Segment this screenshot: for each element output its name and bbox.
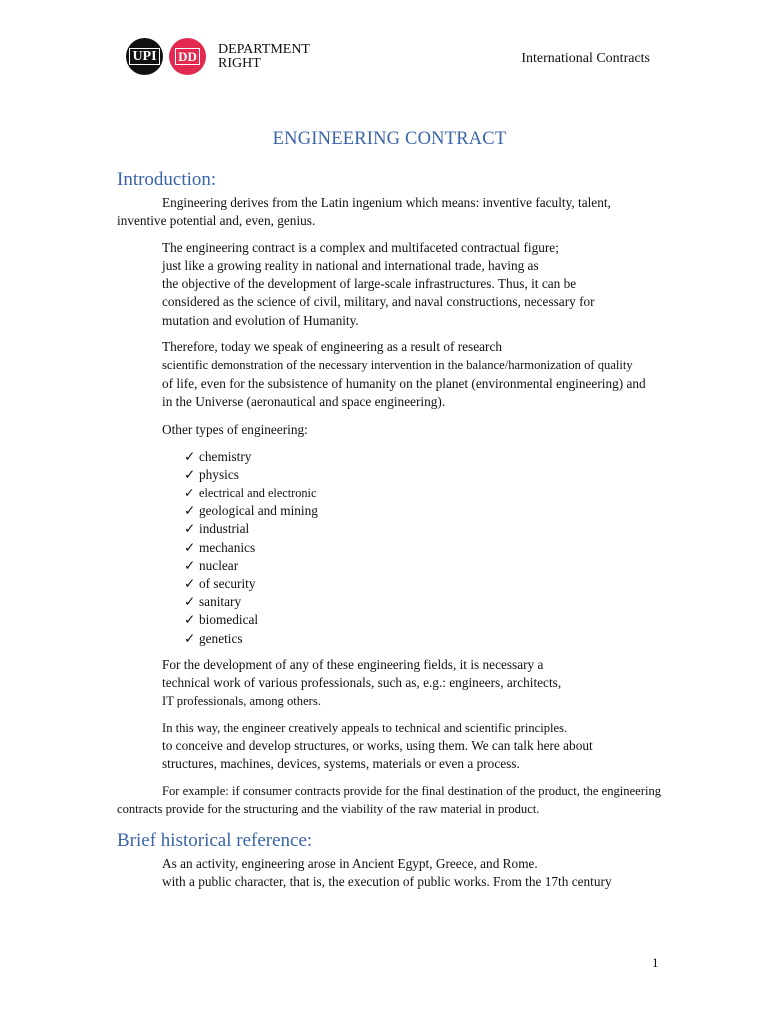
- list-item: ✓ sanitary: [184, 593, 662, 611]
- list-item: ✓ electrical and electronic: [184, 484, 662, 502]
- department-label: [218, 43, 310, 71]
- text-line: of life, even for the subsistence of humanity on the planet (environmental engineering) and: [162, 375, 646, 391]
- text-line: As an activity, engineering arose in Ancient Egypt, Greece, and Rome.: [162, 856, 538, 872]
- department-line1: DEPARTMENT: [218, 42, 310, 57]
- intro-paragraph-1: Engineering derives from the Latin ingenium which means: inventive faculty, talent, inventive potential and, even, genius.: [117, 195, 611, 229]
- text-line: the objective of the development of large-scale infrastructures. Thus, it can be: [162, 276, 577, 292]
- upi-logo: [126, 38, 163, 75]
- document-body: [117, 128, 662, 900]
- text-line: with a public character, that is, the execution of public works. From the 17th century: [162, 874, 612, 890]
- upi-logo-text: UPI: [129, 48, 159, 65]
- text-line: IT professionals, among others.: [162, 694, 321, 709]
- text-line: in the Universe (aeronautical and space engineering).: [162, 393, 446, 409]
- text-line: to conceive and develop structures, or works, using them. We can talk here about: [162, 737, 593, 753]
- page-number: 1: [652, 955, 659, 970]
- text-line: mutation and evolution of Humanity.: [162, 312, 359, 328]
- text-line: structures, machines, devices, systems, materials or even a process.: [162, 756, 520, 772]
- list-item: ✓ geological and mining: [184, 502, 662, 520]
- intro-paragraph-4: Other types of engineering:: [162, 422, 308, 438]
- list-item: ✓ biomedical: [184, 611, 662, 629]
- text-line: Therefore, today we speak of engineering as a result of research: [162, 339, 503, 355]
- text-line: For the development of any of these engineering fields, it is necessary a: [162, 656, 544, 672]
- check-icon: ✓: [184, 521, 196, 537]
- list-item: ✓ nuclear: [184, 557, 662, 575]
- list-item: ✓ physics: [184, 466, 662, 484]
- check-icon: ✓: [184, 594, 196, 610]
- intro-paragraph-5: [117, 656, 662, 711]
- dd-logo: [169, 38, 206, 75]
- header-right-text: International Contracts: [521, 51, 650, 66]
- page-header: [126, 38, 650, 78]
- text-line: just like a growing reality in national and international trade, having as: [162, 257, 539, 273]
- document-title: ENGINEERING CONTRACT: [272, 129, 507, 149]
- introduction-heading: Introduction:: [117, 169, 217, 190]
- check-icon: ✓: [184, 448, 196, 464]
- text-line: The engineering contract is a complex and multifaceted contractual figure;: [162, 239, 559, 255]
- check-icon: ✓: [184, 503, 196, 519]
- list-item: ✓ chemistry: [184, 448, 662, 466]
- intro-paragraph-7: For example: if consumer contracts provide for the final destination of the product, the engineering contracts provide for the structuring and the viability of the raw material in product.: [117, 783, 662, 816]
- check-icon: ✓: [184, 630, 196, 646]
- department-line2: RIGHT: [218, 56, 261, 71]
- dd-logo-text: DD: [175, 48, 200, 65]
- check-icon: ✓: [184, 612, 196, 628]
- check-icon: ✓: [184, 466, 196, 482]
- check-icon: ✓: [184, 539, 196, 555]
- intro-paragraph-6: [117, 719, 662, 774]
- text-line: scientific demonstration of the necessary intervention in the balance/harmonization of quality: [162, 358, 633, 373]
- engineering-types-list: [184, 448, 662, 648]
- history-paragraph-1: [117, 855, 662, 892]
- check-icon: ✓: [184, 485, 195, 500]
- text-line: technical work of various professionals, such as, e.g.: engineers, architects,: [162, 675, 562, 691]
- list-item: ✓ mechanics: [184, 539, 662, 557]
- list-item: ✓ of security: [184, 575, 662, 593]
- intro-paragraph-3: [117, 338, 662, 411]
- check-icon: ✓: [184, 575, 196, 591]
- list-item: ✓ genetics: [184, 630, 662, 648]
- check-icon: ✓: [184, 557, 196, 573]
- list-item: ✓ industrial: [184, 520, 662, 538]
- text-line: considered as the science of civil, military, and naval constructions, necessary for: [162, 294, 595, 310]
- text-line: In this way, the engineer creatively appeals to technical and scientific principles.: [162, 720, 568, 735]
- intro-paragraph-2: [117, 239, 662, 330]
- history-heading: Brief historical reference:: [117, 830, 313, 852]
